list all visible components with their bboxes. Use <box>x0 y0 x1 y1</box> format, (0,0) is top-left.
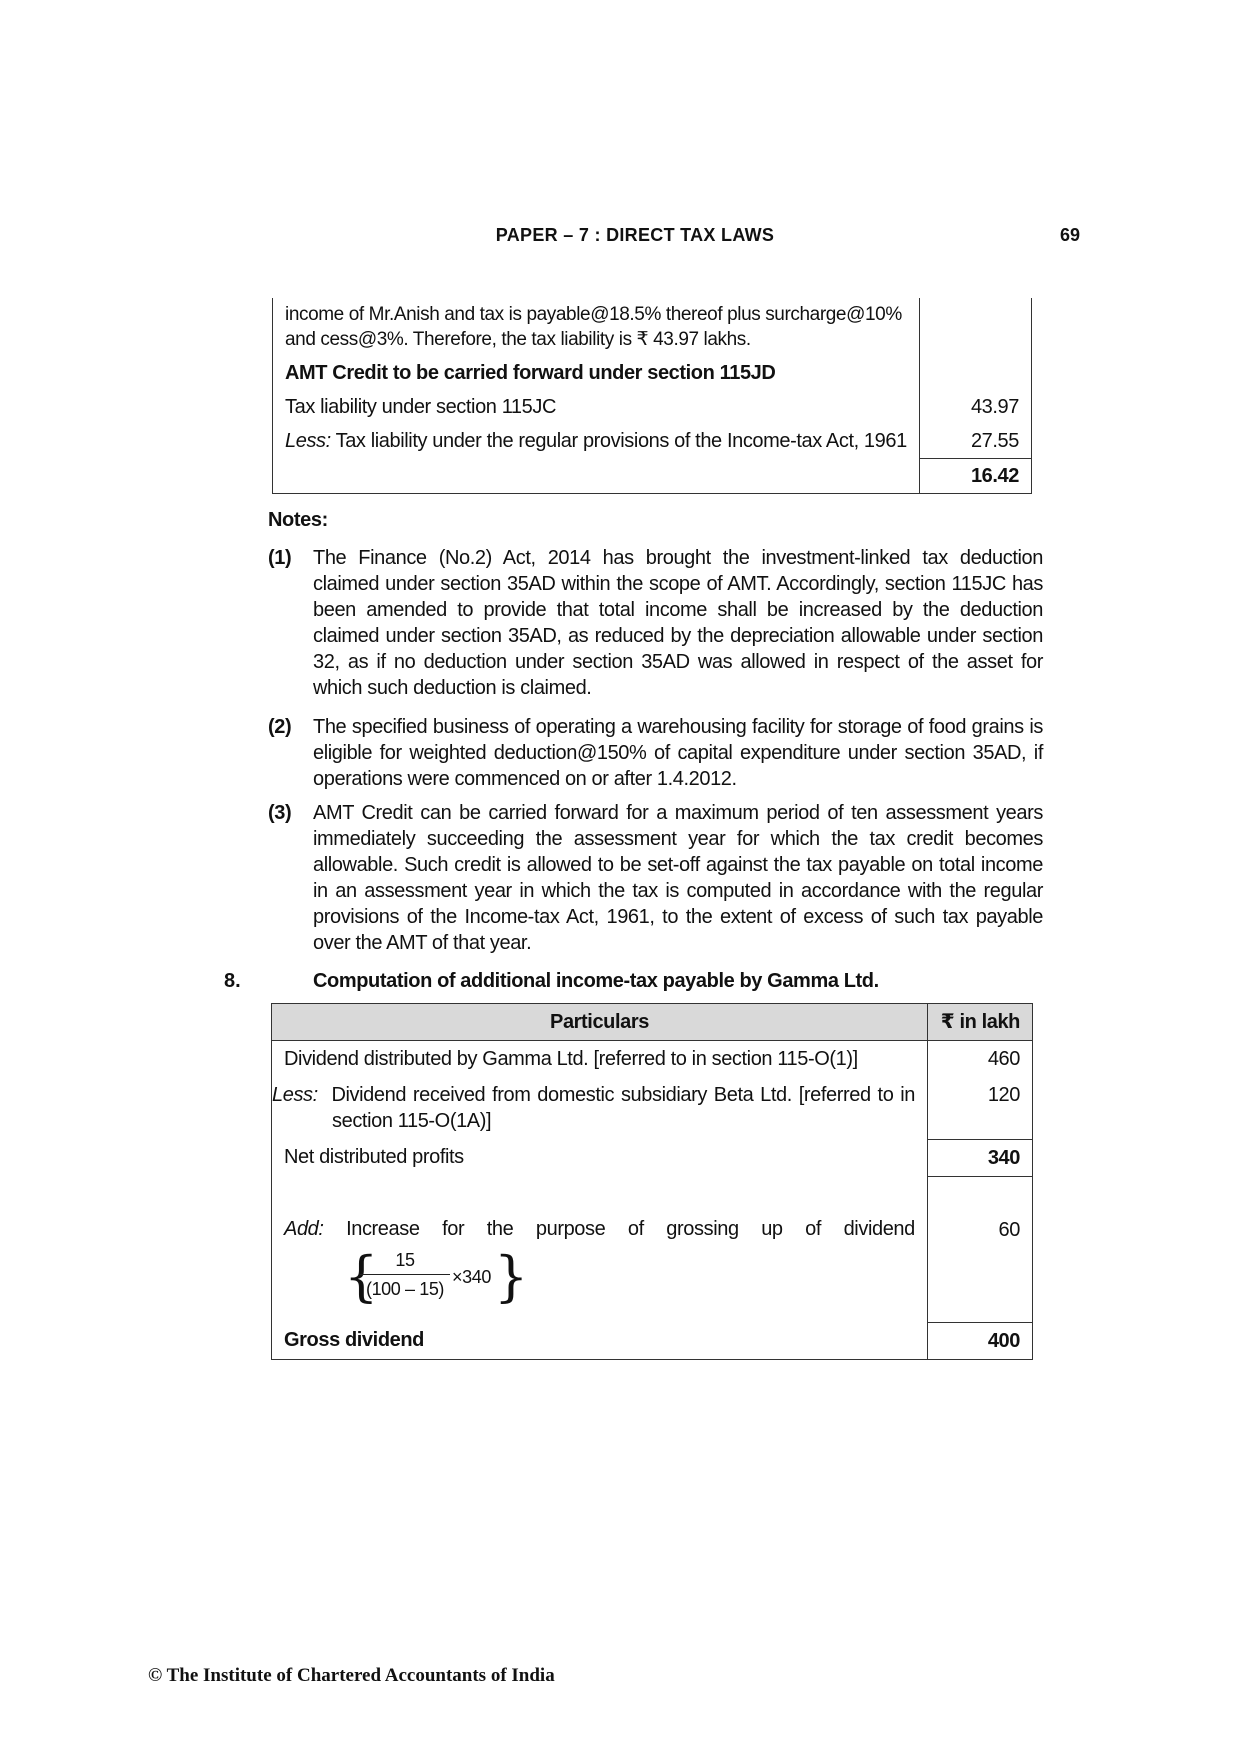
gross-dividend-table <box>271 1003 1033 1360</box>
row-amount: 27.55 <box>920 424 1032 459</box>
word: grossing <box>666 1218 739 1240</box>
row-label: Gross dividend <box>272 1322 928 1359</box>
table-row <box>273 424 1032 459</box>
row-label: Net distributed profits <box>272 1139 928 1176</box>
note-item <box>268 545 1043 701</box>
multiplier-value: 340 <box>462 1267 491 1287</box>
table-row <box>272 1322 1033 1359</box>
amt-credit-heading: AMT Credit to be carried forward under section 115JD <box>273 356 920 390</box>
word: dividend <box>843 1218 915 1240</box>
continued-line-2: and cess@3%. Therefore, the tax liability is ₹ 43.97 lakhs. <box>285 329 751 350</box>
note-number: (3) <box>268 802 292 824</box>
word: of <box>627 1218 644 1240</box>
page-header-title: PAPER – 7 : DIRECT TAX LAWS <box>495 225 775 245</box>
table-row <box>272 1041 1033 1078</box>
total-amount: 16.42 <box>920 459 1032 494</box>
less-prefix: Less: <box>272 1084 318 1106</box>
fraction-bar <box>360 1274 450 1275</box>
note-number: (2) <box>268 716 292 738</box>
page-number: 69 <box>1059 225 1080 245</box>
continued-text <box>273 298 920 356</box>
question-number: 8. <box>224 970 241 992</box>
note-text: The specified business of operating a warehousing facility for storage of food grains is eligible for weighted deduction@150% of capital expenditure under section 35AD, if operations were commenced on or after 1.4.2012. <box>313 716 1043 790</box>
add-prefix: Add: <box>284 1218 324 1240</box>
note-item <box>268 714 1043 792</box>
word: for <box>442 1218 465 1240</box>
note-number: (1) <box>268 547 292 569</box>
table-row <box>272 1077 1033 1139</box>
fraction-denominator: (100 – 15) <box>365 1279 445 1299</box>
row-amount: 43.97 <box>920 390 1032 424</box>
footer-copyright: © The Institute of Chartered Accountants of India <box>148 1665 555 1686</box>
notes-heading: Notes: <box>268 509 328 531</box>
row-amount: 400 <box>928 1322 1033 1359</box>
table-row <box>272 1139 1033 1176</box>
question-title: Computation of additional income-tax payable by Gamma Ltd. <box>313 970 879 992</box>
table-row <box>272 1176 1033 1322</box>
word: purpose <box>535 1218 606 1240</box>
fraction <box>360 1248 450 1301</box>
note-text: AMT Credit can be carried forward for a maximum period of ten assessment years immediately succeeding the assessment year for which the tax credit becomes allowable. Such credit is allowed to be set-off against the tax payable on total income in an assessment year in which the tax is computed in accordance with the regular provisions of the Income-tax Act, 1961, to the extent of excess of such tax payable over the AMT of that year. <box>313 802 1043 954</box>
row-amount: 340 <box>928 1139 1033 1176</box>
word: of <box>805 1218 822 1240</box>
continued-line-1: income of Mr.Anish and tax is payable@18.5% thereof plus surcharge@10% <box>285 304 902 325</box>
row-label <box>272 1077 928 1139</box>
row-amount: 60 <box>928 1176 1033 1322</box>
row-label: Tax liability under section 115JC <box>273 390 920 424</box>
word: the <box>486 1218 514 1240</box>
less-prefix: Less: <box>285 430 331 452</box>
row-label-text: Dividend received from domestic subsidiary Beta Ltd. [referred to in section 115-O(1A)] <box>331 1084 915 1132</box>
note-text: The Finance (No.2) Act, 2014 has brought the investment-linked tax deduction claimed under section 35AD within the scope of AMT. Accordingly, section 115JC has been amended to provide that total income shall be increased by the deduction claimed under section 35AD, as reduced by the depreciation allowable under section 32, as if no deduction under section 35AD was allowed in respect of the asset for which such deduction is claimed. <box>313 547 1043 699</box>
note-item <box>268 800 1043 956</box>
word: up <box>761 1218 783 1240</box>
left-brace: { <box>344 1245 378 1308</box>
row-label: Dividend distributed by Gamma Ltd. [referred to in section 115-O(1)] <box>272 1041 928 1078</box>
right-brace: } <box>494 1245 528 1308</box>
table-row <box>273 298 1032 356</box>
column-header-amount: ₹ in lakh <box>928 1004 1033 1041</box>
column-header-particulars: Particulars <box>272 1004 928 1041</box>
grossing-up-text <box>284 1216 915 1242</box>
table-row <box>273 390 1032 424</box>
grossing-up-cell <box>272 1176 928 1322</box>
grossing-up-formula <box>344 1245 528 1308</box>
word: Increase <box>346 1218 420 1240</box>
multiplier: ×340 <box>452 1267 491 1287</box>
fraction-numerator: 15 <box>395 1250 415 1270</box>
row-amount: 460 <box>928 1041 1033 1078</box>
table-row <box>273 356 1032 390</box>
table-row <box>273 459 1032 494</box>
row-amount: 120 <box>928 1077 1033 1139</box>
table-header-row <box>272 1004 1033 1041</box>
row-label <box>273 424 920 459</box>
row-label-text: Tax liability under the regular provisions of the Income-tax Act, 1961 <box>335 430 907 452</box>
amt-credit-table <box>272 298 1032 494</box>
